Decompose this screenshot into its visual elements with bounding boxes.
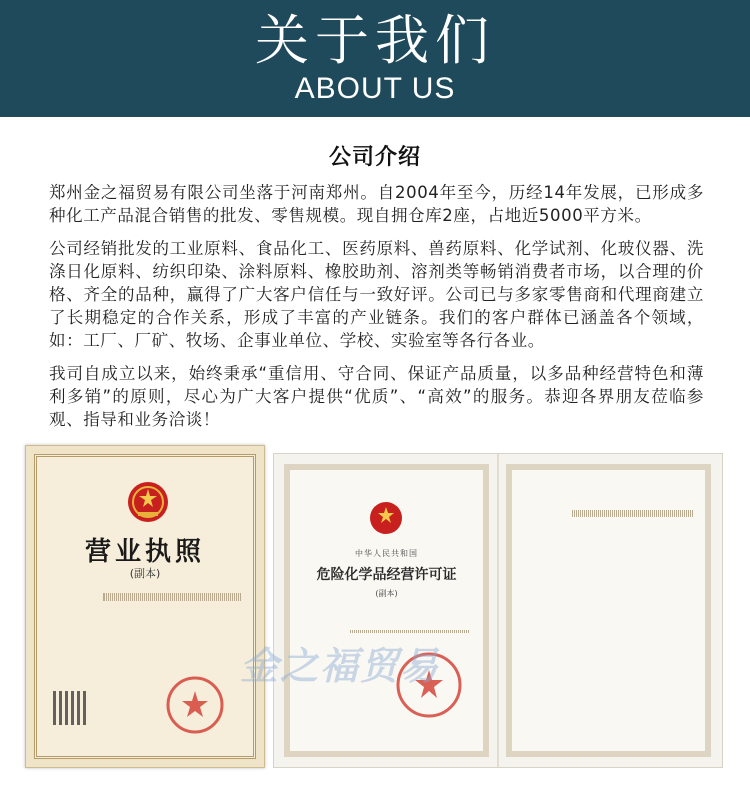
permit-title: 危险化学品经营许可证 (316, 567, 457, 583)
permit-detail-row (526, 516, 693, 517)
official-seal-icon (165, 675, 225, 735)
license-fields (57, 593, 241, 601)
permit-right-page (506, 464, 711, 757)
intro-paragraph-1: 郑州金之福贸易有限公司坐落于河南郑州。自2004年至今，历经14年发展，已形成多种化工产品混合销售的批发、零售规模。现自拥仓库2座，占地近5000平方米。 (49, 183, 704, 225)
national-emblem-icon (125, 479, 171, 525)
license-copy-mark: (副本) (129, 567, 161, 580)
permit-left-page (284, 464, 489, 757)
banner-subtitle: ABOUT US (294, 72, 456, 105)
company-intro (49, 181, 704, 441)
national-emblem-icon (368, 500, 404, 536)
business-license-image (25, 445, 265, 768)
license-title: 营业执照 (84, 537, 205, 567)
permit-fields (304, 630, 469, 633)
intro-paragraph-2: 公司经销批发的工业原料、食品化工、医药原料、兽药原料、化学试剂、化玻仪器、洗涤日化原料、纺织印染、涂料原料、橡胶助剂、溶剂类等畅销消费者市场，以合理的价格、齐全的品种，赢得了广大客户信任与一致好评。公司已与多家零售商和代理商建立了长期稳定的合作关系，形成了丰富的产业链条。我们的客户群体已涵盖各个领域，如：工厂、厂矿、牧场、企事业单位、学校、实验室等各行各业。 (49, 239, 704, 350)
qr-code (53, 691, 87, 725)
permit-country: 中华人民共和国 (355, 549, 418, 558)
certificates (25, 445, 725, 770)
license-field-row (57, 600, 241, 601)
banner-title: 关于我们 (255, 9, 495, 72)
watermark-logo: 金之福贸易 (240, 644, 441, 688)
intro-paragraph-3: 我司自成立以来，始终秉承“重信用、守合同、保证产品质量，以多品种经营特色和薄利多销”的原则，尽心为广大客户提供“优质”、“高效”的服务。恭迎各界朋友莅临参观、指导和业务洽谈！ (49, 364, 704, 429)
section-title: 公司介绍 (328, 145, 421, 170)
permit-fold (497, 454, 499, 767)
header-banner (0, 0, 750, 117)
hazardous-chemicals-permit-image (273, 453, 723, 768)
permit-field-row (304, 632, 469, 633)
permit-detail-fields (526, 510, 693, 517)
permit-copy-mark: (副本) (375, 589, 398, 598)
